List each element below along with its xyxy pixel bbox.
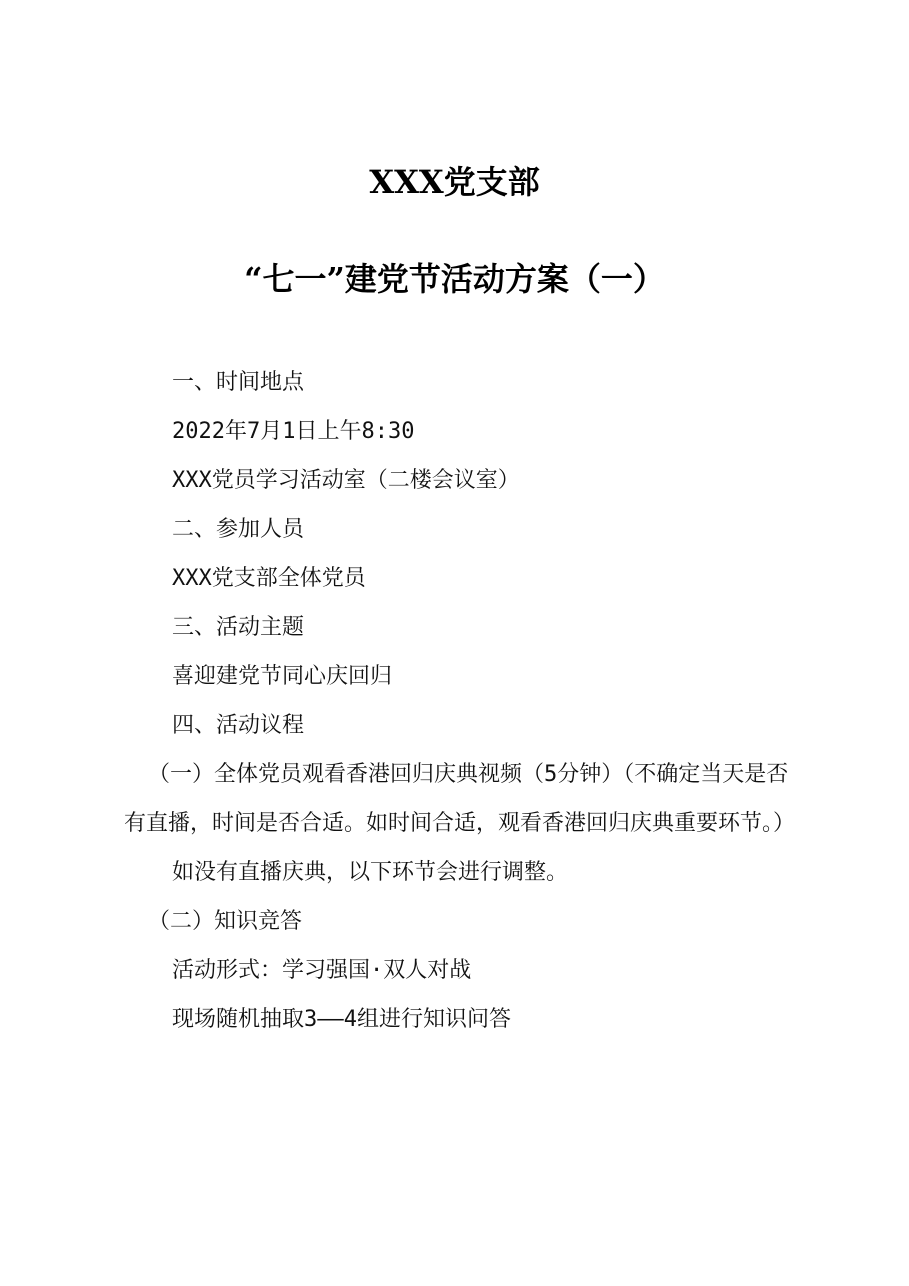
agenda-item-2: （二）知识竞答 xyxy=(148,909,303,934)
document-body xyxy=(124,358,804,1044)
participants-text: XXX党支部全体党员 xyxy=(172,566,366,591)
section-heading-agenda: 四、活动议程 xyxy=(172,713,305,738)
section-heading-participants: 二、参加人员 xyxy=(172,517,305,542)
theme-text: 喜迎建党节同心庆回归 xyxy=(172,664,393,689)
agenda-item-1: （一）全体党员观看香港回归庆典视频（5分钟）（不确定当天是否有直播，时间是否合适。如时间合适，观看香港回归庆典重要环节。） xyxy=(124,762,796,836)
event-location: XXX党员学习活动室（二楼会议室） xyxy=(172,468,520,493)
quiz-selection: 现场随机抽取3——4组进行知识问答 xyxy=(172,1007,511,1032)
document-title: XXX党支部 xyxy=(369,163,540,201)
event-date: 2022年7月1日上午8:30 xyxy=(172,419,415,444)
section-heading-time-place: 一、时间地点 xyxy=(172,370,305,395)
agenda-note: 如没有直播庆典，以下环节会进行调整。 xyxy=(172,860,569,885)
activity-format: 活动形式：学习强国·双人对战 xyxy=(172,958,472,983)
section-heading-theme: 三、活动主题 xyxy=(172,615,305,640)
document-subtitle: “七一”建党节活动方案（一） xyxy=(244,260,665,298)
